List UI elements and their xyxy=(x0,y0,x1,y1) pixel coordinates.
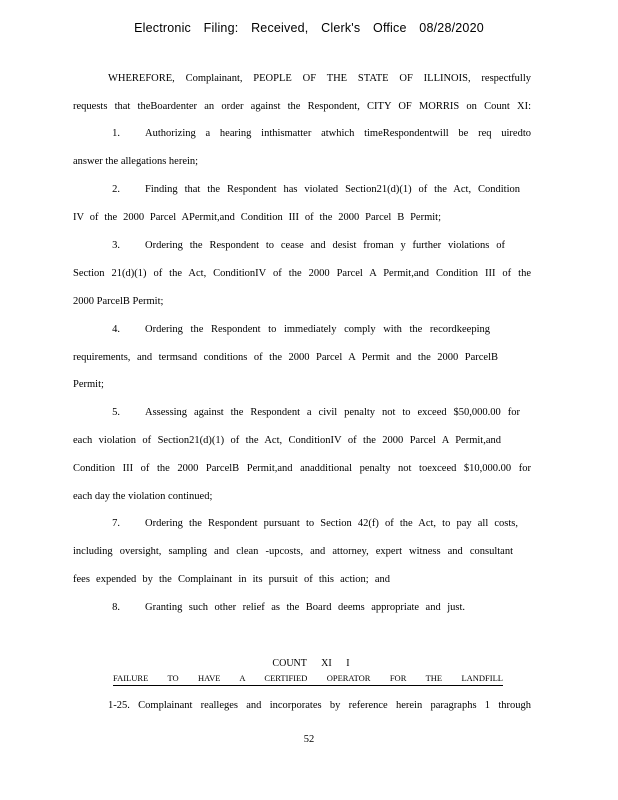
item-number-4: 4. xyxy=(112,324,120,335)
item-3-line-1: Ordering the Respondent to cease and desist froman y further violations of xyxy=(145,240,505,251)
item-7-line-3: fees expended by the Complainant in its pursuit of this action; and xyxy=(73,574,390,585)
item-number-1: 1. xyxy=(112,128,120,139)
item-4-line-3: Permit; xyxy=(73,379,104,390)
item-8-line-1: Granting such other relief as the Board deems appropriate and just. xyxy=(145,602,465,613)
item-2-line-2: IV of the 2000 Parcel APermit,and Condition III of the 2000 Parcel B Permit; xyxy=(73,212,441,223)
item-5-line-4: each day the violation continued; xyxy=(73,491,213,502)
count-paragraph-line-1: 1-25. Complainant realleges and incorporates by reference herein paragraphs 1 through xyxy=(108,700,531,711)
item-number-2: 2. xyxy=(112,184,120,195)
item-4-line-1: Ordering the Respondent to immediately comply with the recordkeeping xyxy=(145,324,490,335)
item-number-5: 5. xyxy=(112,407,120,418)
item-4-line-2: requirements, and termsand conditions of the 2000 Parcel A Permit and the 2000 ParcelB xyxy=(73,352,498,363)
item-3-line-2: Section 21(d)(1) of the Act, ConditionIV of the 2000 Parcel A Permit,and Condition III of the xyxy=(73,268,531,279)
count-title: COUNT XI I xyxy=(272,658,350,669)
item-2-line-1: Finding that the Respondent has violated Section21(d)(1) of the Act, Condition xyxy=(145,184,520,195)
electronic-filing-header: Electronic Filing: Received, Clerk's Office 08/28/2020 xyxy=(134,21,484,35)
page-number: 52 xyxy=(303,734,315,745)
count-heading: FAILURE TO HAVE A CERTIFIED OPERATOR FOR THE LANDFILL xyxy=(113,672,503,686)
item-number-7: 7. xyxy=(112,518,120,529)
wherefore-line-2: requests that theBoardenter an order against the Respondent, CITY OF MORRIS on Count XI: xyxy=(73,101,531,112)
item-5-line-3: Condition III of the 2000 ParcelB Permit,and anadditional penalty not toexceed $10,000.00 for xyxy=(73,463,531,474)
item-1-line-2: answer the allegations herein; xyxy=(73,156,199,167)
item-7-line-1: Ordering the Respondent pursuant to Section 42(f) of the Act, to pay all costs, xyxy=(145,518,518,529)
item-7-line-2: including oversight, sampling and clean -upcosts, and attorney, expert witness and consultant xyxy=(73,546,513,557)
item-number-8: 8. xyxy=(112,602,120,613)
wherefore-line-1: WHEREFORE, Complainant, PEOPLE OF THE STATE OF ILLINOIS, respectfully xyxy=(108,73,531,84)
item-5-line-1: Assessing against the Respondent a civil penalty not to exceed $50,000.00 for xyxy=(145,407,520,418)
item-number-3: 3. xyxy=(112,240,120,251)
item-5-line-2: each violation of Section21(d)(1) of the Act, ConditionIV of the 2000 Parcel A Permit,and xyxy=(73,435,501,446)
item-3-line-3: 2000 ParcelB Permit; xyxy=(73,296,164,307)
item-1-line-1: Authorizing a hearing inthismatter atwhich timeRespondentwill be req uiredto xyxy=(145,128,531,139)
